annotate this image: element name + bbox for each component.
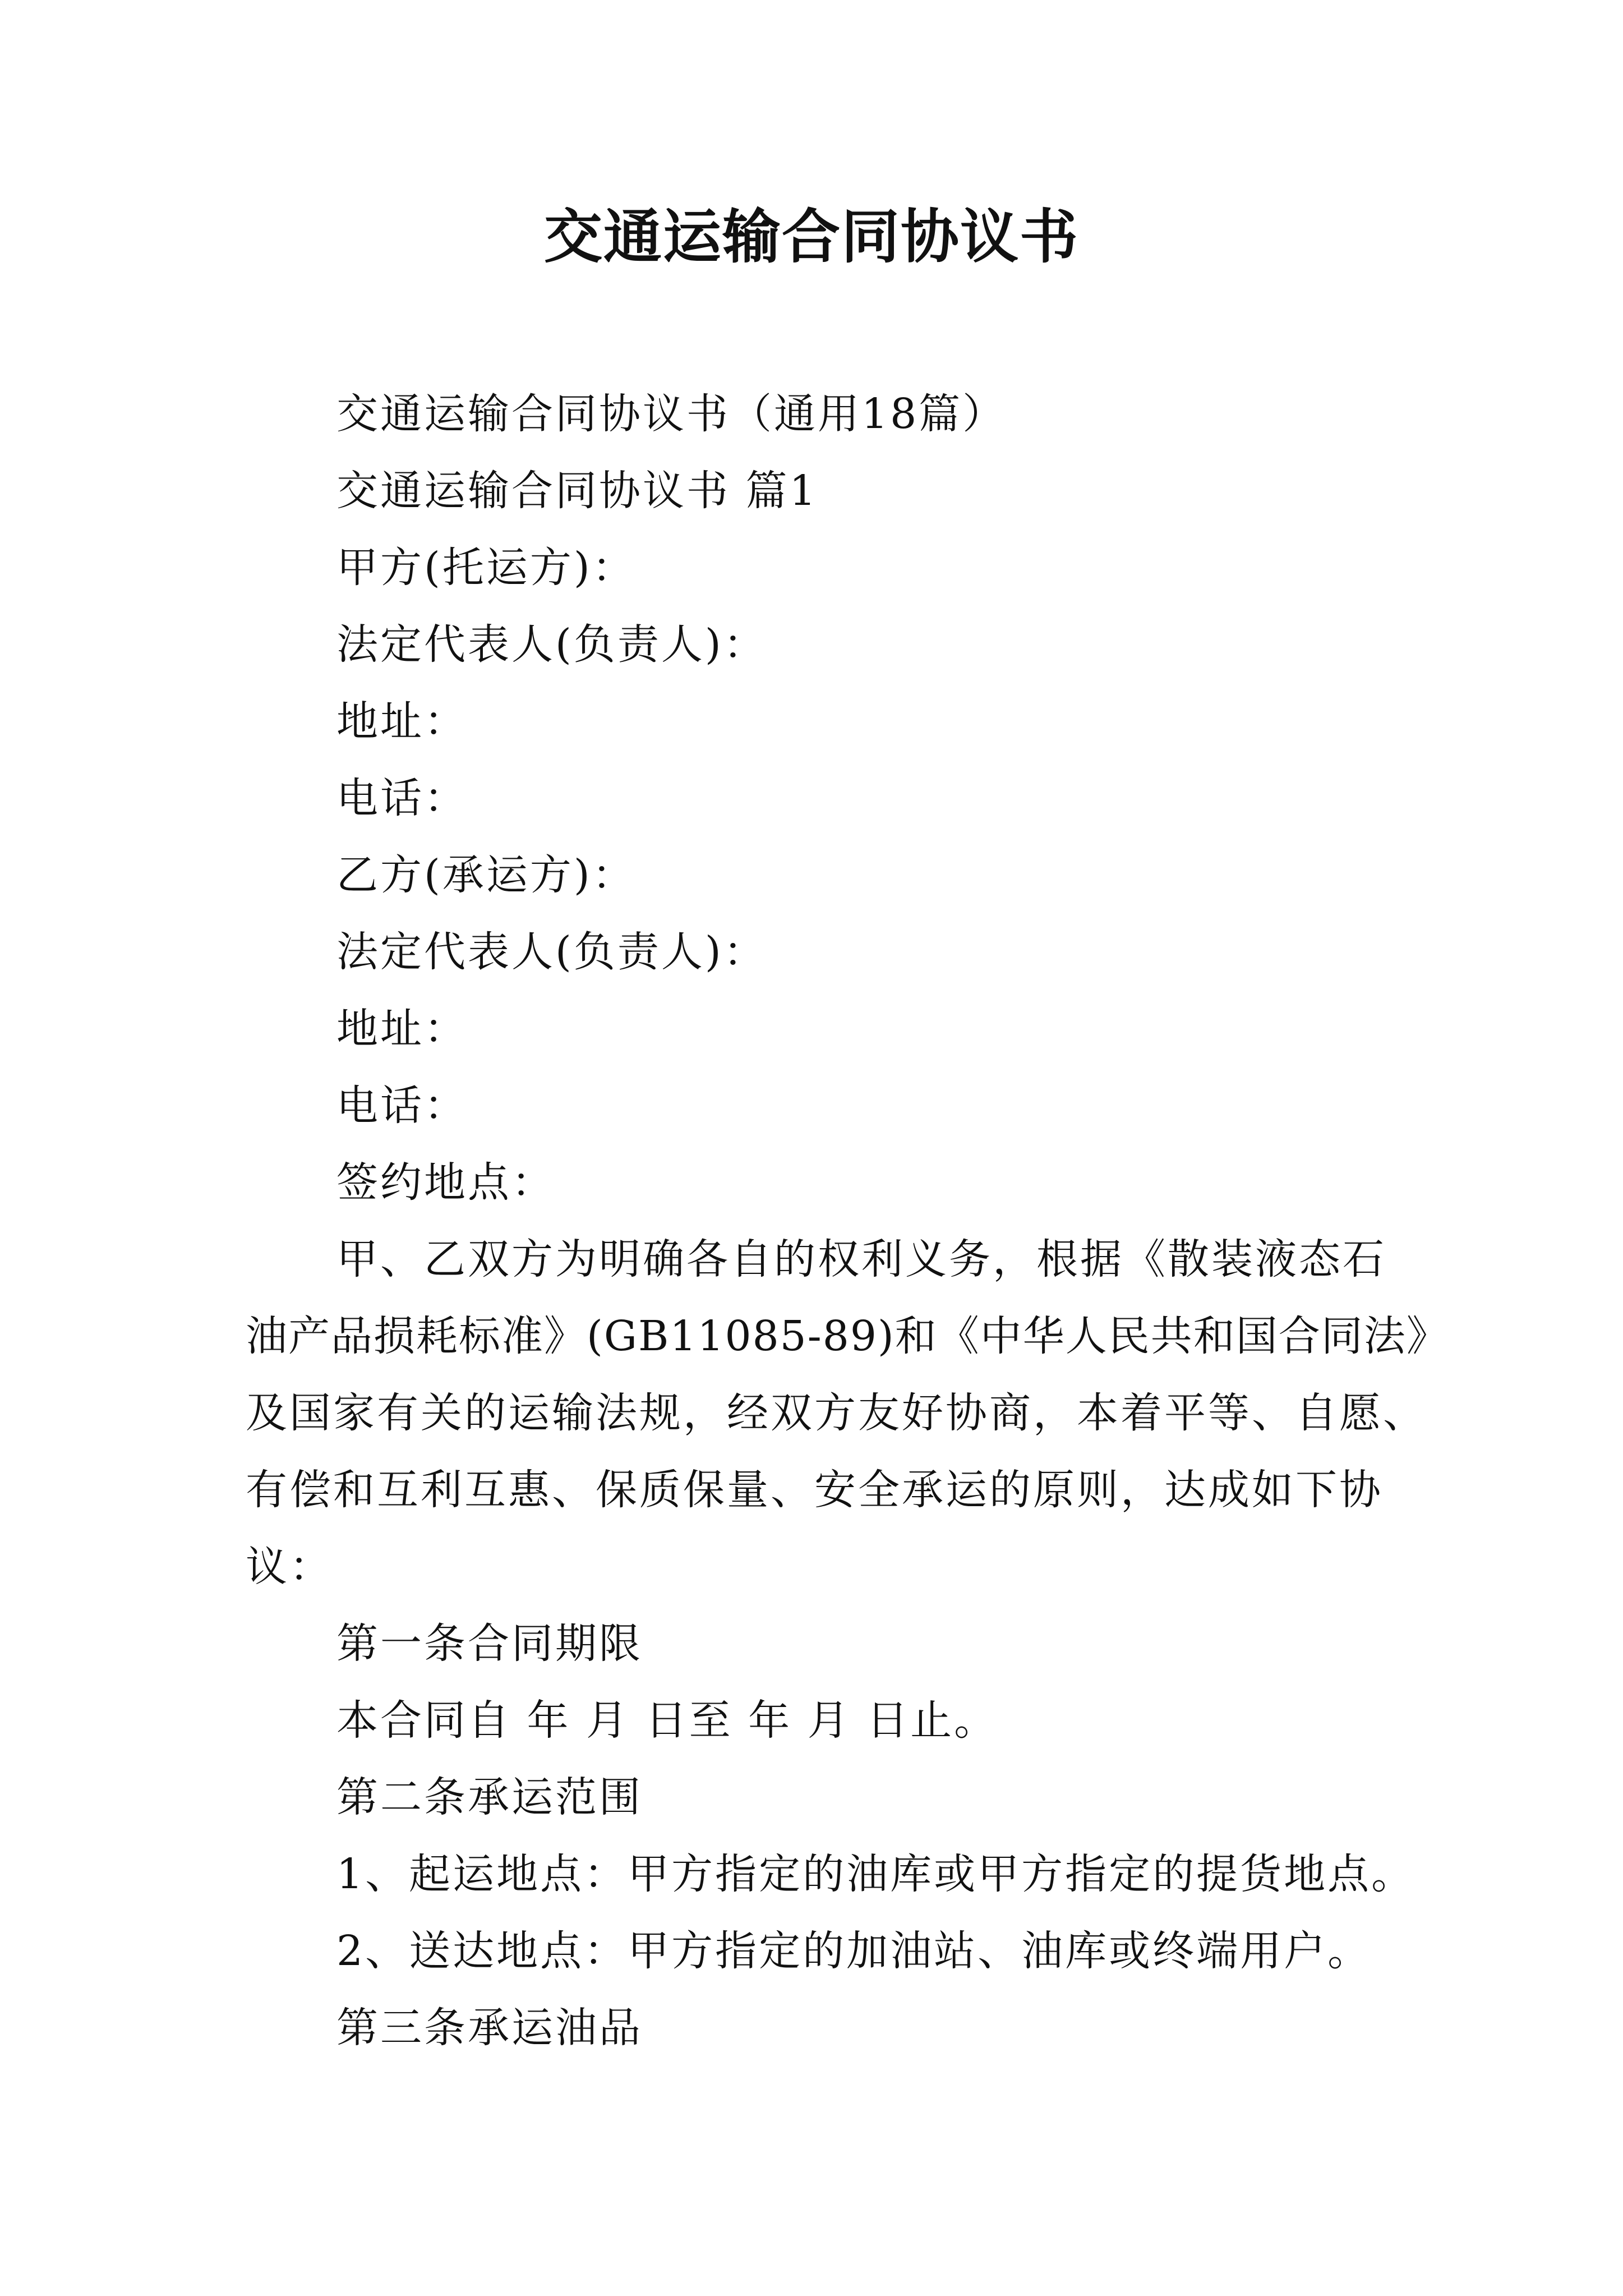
party-b-label: 乙方(承运方)： <box>336 851 636 899</box>
article-heading: 第三条承运油品 <box>336 2004 643 2052</box>
document-title: 交通运输合同协议书 <box>543 202 1079 271</box>
paragraph-line: 及国家有关的运输法规，经双方友好协商，本着平等、自愿、 <box>246 1389 1427 1437</box>
article-heading: 第一条合同期限 <box>336 1619 643 1668</box>
subtitle-line: 交通运输合同协议书（通用18篇） <box>336 390 1007 438</box>
signing-place: 签约地点： <box>336 1158 555 1207</box>
article-text: 2、送达地点：甲方指定的加油站、油库或终端用户。 <box>336 1927 1372 1975</box>
party-a-address: 地址： <box>336 697 468 746</box>
party-b-representative: 法定代表人(负责人)： <box>336 928 767 976</box>
paragraph-line: 油产品损耗标准》(GB11085-89)和《中华人民共和国合同法》 <box>246 1312 1449 1360</box>
article-text: 1、起运地点：甲方指定的油库或甲方指定的提货地点。 <box>336 1850 1415 1898</box>
article-heading: 第二条承运范围 <box>336 1773 643 1821</box>
party-b-phone: 电话： <box>336 1082 468 1130</box>
paragraph-line: 议： <box>246 1543 333 1591</box>
paragraph-line: 有偿和互利互惠、保质保量、安全承运的原则，达成如下协 <box>246 1466 1383 1514</box>
party-a-label: 甲方(托运方)： <box>336 544 636 592</box>
article-text: 本合同自 年 月 日至 年 月 日止。 <box>336 1696 998 1745</box>
section-heading: 交通运输合同协议书 篇1 <box>336 467 818 515</box>
paragraph-line: 甲、乙双方为明确各自的权利义务，根据《散装液态石 <box>336 1235 1386 1283</box>
party-a-representative: 法定代表人(负责人)： <box>336 620 767 669</box>
party-b-address: 地址： <box>336 1005 468 1053</box>
party-a-phone: 电话： <box>336 774 468 822</box>
